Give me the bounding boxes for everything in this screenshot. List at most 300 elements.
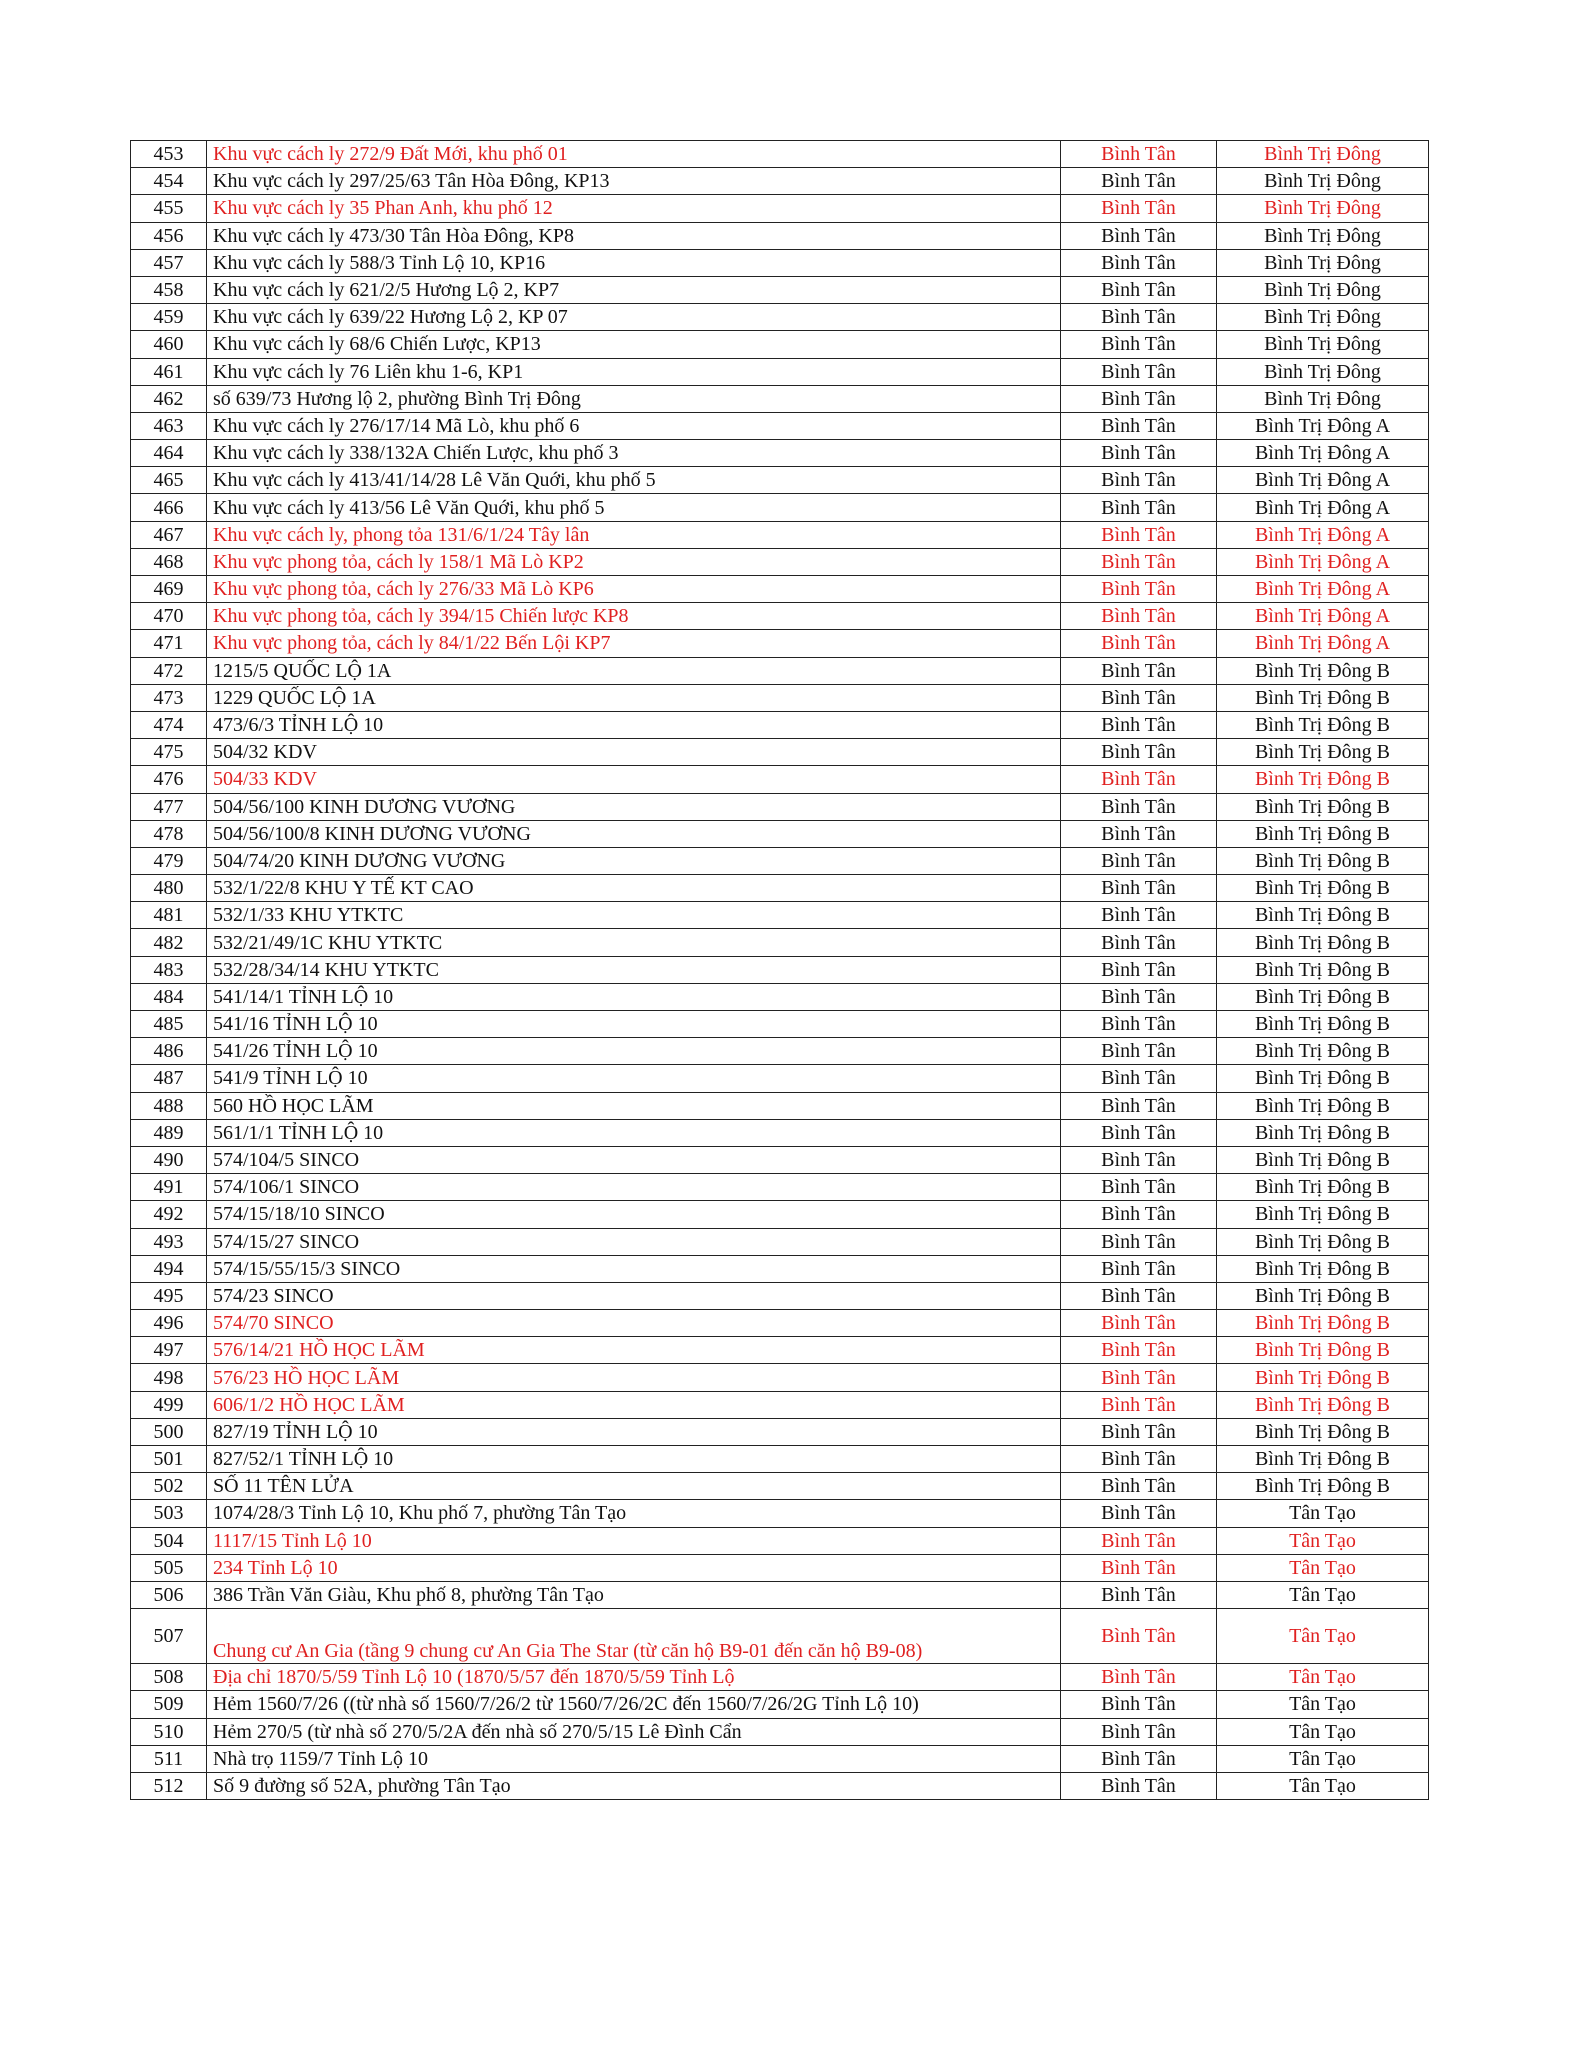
table-row <box>131 929 1429 956</box>
district-cell: Bình Tân <box>1061 1581 1217 1608</box>
district-cell: Bình Tân <box>1061 739 1217 766</box>
address-cell: 541/16 TỈNH LỘ 10 <box>207 1011 1061 1038</box>
table-row <box>131 1364 1429 1391</box>
district-cell: Bình Tân <box>1061 385 1217 412</box>
district-cell: Bình Tân <box>1061 331 1217 358</box>
district-cell: Bình Tân <box>1061 902 1217 929</box>
ward-cell: Bình Trị Đông B <box>1217 983 1429 1010</box>
district-cell: Bình Tân <box>1061 766 1217 793</box>
row-number: 456 <box>131 222 207 249</box>
ward-cell: Bình Trị Đông B <box>1217 956 1429 983</box>
row-number: 472 <box>131 657 207 684</box>
ward-cell: Bình Trị Đông B <box>1217 929 1429 956</box>
ward-cell: Bình Trị Đông <box>1217 141 1429 168</box>
table-row <box>131 603 1429 630</box>
address-cell: Khu vực phong tỏa, cách ly 158/1 Mã Lò KP2 <box>207 548 1061 575</box>
district-cell: Bình Tân <box>1061 1691 1217 1718</box>
ward-cell: Bình Trị Đông <box>1217 385 1429 412</box>
row-number: 459 <box>131 304 207 331</box>
district-cell: Bình Tân <box>1061 1364 1217 1391</box>
row-number: 474 <box>131 711 207 738</box>
ward-cell: Tân Tạo <box>1217 1718 1429 1745</box>
table-body <box>131 141 1429 1800</box>
table-row <box>131 195 1429 222</box>
district-cell: Bình Tân <box>1061 304 1217 331</box>
ward-cell: Bình Trị Đông B <box>1217 1473 1429 1500</box>
table-row <box>131 1038 1429 1065</box>
district-cell: Bình Tân <box>1061 222 1217 249</box>
ward-cell: Bình Trị Đông B <box>1217 766 1429 793</box>
table-row <box>131 1446 1429 1473</box>
address-cell: 504/33 KDV <box>207 766 1061 793</box>
table-row <box>131 1391 1429 1418</box>
table-row <box>131 1745 1429 1772</box>
row-number: 471 <box>131 630 207 657</box>
district-cell: Bình Tân <box>1061 1772 1217 1799</box>
table-row <box>131 548 1429 575</box>
table-row <box>131 1201 1429 1228</box>
row-number: 496 <box>131 1310 207 1337</box>
table-row <box>131 576 1429 603</box>
row-number: 453 <box>131 141 207 168</box>
address-cell: Khu vực cách ly 413/41/14/28 Lê Văn Quới, khu phố 5 <box>207 467 1061 494</box>
table-row <box>131 494 1429 521</box>
address-cell: Chung cư An Gia (tầng 9 chung cư An Gia The Star (từ căn hộ B9-01 đến căn hộ B9-08) <box>207 1609 1061 1664</box>
ward-cell: Bình Trị Đông B <box>1217 1065 1429 1092</box>
address-cell: Khu vực cách ly 68/6 Chiến Lược, KP13 <box>207 331 1061 358</box>
table-row <box>131 1527 1429 1554</box>
table-row <box>131 684 1429 711</box>
row-number: 483 <box>131 956 207 983</box>
ward-cell: Tân Tạo <box>1217 1691 1429 1718</box>
table-row <box>131 983 1429 1010</box>
ward-cell: Tân Tạo <box>1217 1527 1429 1554</box>
row-number: 485 <box>131 1011 207 1038</box>
district-cell: Bình Tân <box>1061 412 1217 439</box>
district-cell: Bình Tân <box>1061 684 1217 711</box>
table-row <box>131 1772 1429 1799</box>
row-number: 500 <box>131 1418 207 1445</box>
table-row <box>131 1092 1429 1119</box>
ward-cell: Bình Trị Đông B <box>1217 847 1429 874</box>
table-row <box>131 793 1429 820</box>
row-number: 509 <box>131 1691 207 1718</box>
table-row <box>131 249 1429 276</box>
row-number: 506 <box>131 1581 207 1608</box>
address-cell: 574/106/1 SINCO <box>207 1174 1061 1201</box>
district-cell: Bình Tân <box>1061 1418 1217 1445</box>
district-cell: Bình Tân <box>1061 1473 1217 1500</box>
address-cell: Khu vực cách ly 639/22 Hương Lộ 2, KP 07 <box>207 304 1061 331</box>
district-cell: Bình Tân <box>1061 249 1217 276</box>
address-cell: 827/52/1 TỈNH LỘ 10 <box>207 1446 1061 1473</box>
row-number: 492 <box>131 1201 207 1228</box>
district-cell: Bình Tân <box>1061 847 1217 874</box>
ward-cell: Bình Trị Đông A <box>1217 494 1429 521</box>
address-cell: 576/23 HỒ HỌC LÃM <box>207 1364 1061 1391</box>
address-cell: Khu vực cách ly 297/25/63 Tân Hòa Đông, KP13 <box>207 168 1061 195</box>
ward-cell: Bình Trị Đông A <box>1217 467 1429 494</box>
table-row <box>131 1011 1429 1038</box>
district-cell: Bình Tân <box>1061 1745 1217 1772</box>
table-row <box>131 440 1429 467</box>
address-cell: 561/1/1 TỈNH LỘ 10 <box>207 1119 1061 1146</box>
district-cell: Bình Tân <box>1061 1527 1217 1554</box>
ward-cell: Tân Tạo <box>1217 1500 1429 1527</box>
address-cell: 574/104/5 SINCO <box>207 1146 1061 1173</box>
table-row <box>131 1228 1429 1255</box>
ward-cell: Bình Trị Đông A <box>1217 603 1429 630</box>
ward-cell: Bình Trị Đông A <box>1217 412 1429 439</box>
table-row <box>131 1337 1429 1364</box>
quarantine-address-table <box>130 140 1429 1800</box>
row-number: 510 <box>131 1718 207 1745</box>
table-row <box>131 657 1429 684</box>
district-cell: Bình Tân <box>1061 168 1217 195</box>
ward-cell: Bình Trị Đông <box>1217 304 1429 331</box>
table-row <box>131 1065 1429 1092</box>
address-cell: Khu vực cách ly 276/17/14 Mã Lò, khu phố 6 <box>207 412 1061 439</box>
address-cell: 574/23 SINCO <box>207 1282 1061 1309</box>
table-row <box>131 1609 1429 1664</box>
row-number: 486 <box>131 1038 207 1065</box>
table-row <box>131 1418 1429 1445</box>
row-number: 484 <box>131 983 207 1010</box>
address-cell: SỐ 11 TÊN LỬA <box>207 1473 1061 1500</box>
ward-cell: Tân Tạo <box>1217 1664 1429 1691</box>
row-number: 455 <box>131 195 207 222</box>
district-cell: Bình Tân <box>1061 548 1217 575</box>
district-cell: Bình Tân <box>1061 521 1217 548</box>
address-cell: 532/28/34/14 KHU YTKTC <box>207 956 1061 983</box>
address-cell: 1215/5 QUỐC LỘ 1A <box>207 657 1061 684</box>
ward-cell: Bình Trị Đông B <box>1217 1282 1429 1309</box>
row-number: 503 <box>131 1500 207 1527</box>
district-cell: Bình Tân <box>1061 1174 1217 1201</box>
address-cell: 541/26 TỈNH LỘ 10 <box>207 1038 1061 1065</box>
row-number: 470 <box>131 603 207 630</box>
ward-cell: Bình Trị Đông B <box>1217 1201 1429 1228</box>
row-number: 464 <box>131 440 207 467</box>
table-row <box>131 847 1429 874</box>
address-cell: Khu vực cách ly 473/30 Tân Hòa Đông, KP8 <box>207 222 1061 249</box>
district-cell: Bình Tân <box>1061 1038 1217 1065</box>
district-cell: Bình Tân <box>1061 1228 1217 1255</box>
ward-cell: Bình Trị Đông A <box>1217 548 1429 575</box>
ward-cell: Bình Trị Đông A <box>1217 630 1429 657</box>
ward-cell: Bình Trị Đông B <box>1217 1146 1429 1173</box>
address-cell: 560 HỒ HỌC LÃM <box>207 1092 1061 1119</box>
ward-cell: Bình Trị Đông B <box>1217 739 1429 766</box>
ward-cell: Bình Trị Đông B <box>1217 902 1429 929</box>
table-row <box>131 1119 1429 1146</box>
address-cell: Khu vực cách ly 35 Phan Anh, khu phố 12 <box>207 195 1061 222</box>
table-row <box>131 331 1429 358</box>
ward-cell: Bình Trị Đông A <box>1217 440 1429 467</box>
district-cell: Bình Tân <box>1061 711 1217 738</box>
district-cell: Bình Tân <box>1061 1554 1217 1581</box>
district-cell: Bình Tân <box>1061 1255 1217 1282</box>
district-cell: Bình Tân <box>1061 276 1217 303</box>
district-cell: Bình Tân <box>1061 141 1217 168</box>
address-cell: 541/14/1 TỈNH LỘ 10 <box>207 983 1061 1010</box>
table-row <box>131 739 1429 766</box>
row-number: 489 <box>131 1119 207 1146</box>
table-row <box>131 222 1429 249</box>
address-cell: Khu vực phong tỏa, cách ly 276/33 Mã Lò KP6 <box>207 576 1061 603</box>
district-cell: Bình Tân <box>1061 1718 1217 1745</box>
table-row <box>131 875 1429 902</box>
address-cell: 827/19 TỈNH LỘ 10 <box>207 1418 1061 1445</box>
table-row <box>131 1174 1429 1201</box>
table-row <box>131 304 1429 331</box>
address-cell: 473/6/3 TỈNH LỘ 10 <box>207 711 1061 738</box>
address-cell: 504/74/20 KINH DƯƠNG VƯƠNG <box>207 847 1061 874</box>
address-cell: Khu vực cách ly 588/3 Tỉnh Lộ 10, KP16 <box>207 249 1061 276</box>
table-row <box>131 820 1429 847</box>
table-row <box>131 276 1429 303</box>
address-cell: 574/70 SINCO <box>207 1310 1061 1337</box>
ward-cell: Bình Trị Đông <box>1217 222 1429 249</box>
district-cell: Bình Tân <box>1061 1011 1217 1038</box>
district-cell: Bình Tân <box>1061 467 1217 494</box>
table-row <box>131 1718 1429 1745</box>
ward-cell: Bình Trị Đông B <box>1217 1174 1429 1201</box>
district-cell: Bình Tân <box>1061 440 1217 467</box>
table-row <box>131 1310 1429 1337</box>
ward-cell: Bình Trị Đông B <box>1217 657 1429 684</box>
row-number: 477 <box>131 793 207 820</box>
district-cell: Bình Tân <box>1061 1065 1217 1092</box>
district-cell: Bình Tân <box>1061 494 1217 521</box>
table-row <box>131 1282 1429 1309</box>
ward-cell: Bình Trị Đông B <box>1217 1011 1429 1038</box>
address-cell: 504/56/100/8 KINH DƯƠNG VƯƠNG <box>207 820 1061 847</box>
address-cell: 541/9 TỈNH LỘ 10 <box>207 1065 1061 1092</box>
address-cell: Địa chỉ 1870/5/59 Tỉnh Lộ 10 (1870/5/57 đến 1870/5/59 Tỉnh Lộ <box>207 1664 1061 1691</box>
ward-cell: Bình Trị Đông B <box>1217 1418 1429 1445</box>
row-number: 493 <box>131 1228 207 1255</box>
ward-cell: Bình Trị Đông B <box>1217 711 1429 738</box>
address-cell: Khu vực cách ly 338/132A Chiến Lược, khu phố 3 <box>207 440 1061 467</box>
address-cell: Khu vực cách ly 621/2/5 Hương Lộ 2, KP7 <box>207 276 1061 303</box>
row-number: 465 <box>131 467 207 494</box>
row-number: 511 <box>131 1745 207 1772</box>
row-number: 498 <box>131 1364 207 1391</box>
table-row <box>131 1554 1429 1581</box>
row-number: 478 <box>131 820 207 847</box>
address-cell: 504/56/100 KINH DƯƠNG VƯƠNG <box>207 793 1061 820</box>
ward-cell: Bình Trị Đông B <box>1217 875 1429 902</box>
row-number: 462 <box>131 385 207 412</box>
row-number: 482 <box>131 929 207 956</box>
ward-cell: Bình Trị Đông <box>1217 358 1429 385</box>
address-cell: Khu vực phong tỏa, cách ly 394/15 Chiến lược KP8 <box>207 603 1061 630</box>
district-cell: Bình Tân <box>1061 1146 1217 1173</box>
address-cell: Khu vực phong tỏa, cách ly 84/1/22 Bến Lội KP7 <box>207 630 1061 657</box>
ward-cell: Bình Trị Đông B <box>1217 793 1429 820</box>
ward-cell: Tân Tạo <box>1217 1609 1429 1664</box>
row-number: 490 <box>131 1146 207 1173</box>
district-cell: Bình Tân <box>1061 956 1217 983</box>
row-number: 461 <box>131 358 207 385</box>
district-cell: Bình Tân <box>1061 1119 1217 1146</box>
address-cell: Hẻm 1560/7/26 ((từ nhà số 1560/7/26/2 từ 1560/7/26/2C đến 1560/7/26/2G Tỉnh Lộ 10) <box>207 1691 1061 1718</box>
ward-cell: Bình Trị Đông B <box>1217 1119 1429 1146</box>
address-cell: 1229 QUỐC LỘ 1A <box>207 684 1061 711</box>
ward-cell: Bình Trị Đông B <box>1217 1092 1429 1119</box>
address-cell: 574/15/55/15/3 SINCO <box>207 1255 1061 1282</box>
district-cell: Bình Tân <box>1061 1201 1217 1228</box>
district-cell: Bình Tân <box>1061 576 1217 603</box>
ward-cell: Bình Trị Đông B <box>1217 1446 1429 1473</box>
ward-cell: Tân Tạo <box>1217 1554 1429 1581</box>
row-number: 481 <box>131 902 207 929</box>
table-row <box>131 1581 1429 1608</box>
row-number: 501 <box>131 1446 207 1473</box>
address-cell: 574/15/27 SINCO <box>207 1228 1061 1255</box>
ward-cell: Bình Trị Đông A <box>1217 576 1429 603</box>
district-cell: Bình Tân <box>1061 1500 1217 1527</box>
table-row <box>131 521 1429 548</box>
ward-cell: Bình Trị Đông B <box>1217 684 1429 711</box>
row-number: 460 <box>131 331 207 358</box>
address-cell: Khu vực cách ly 76 Liên khu 1-6, KP1 <box>207 358 1061 385</box>
address-cell: 576/14/21 HỒ HỌC LÃM <box>207 1337 1061 1364</box>
row-number: 487 <box>131 1065 207 1092</box>
row-number: 458 <box>131 276 207 303</box>
table-row <box>131 412 1429 439</box>
address-cell: Số 9 đường số 52A, phường Tân Tạo <box>207 1772 1061 1799</box>
row-number: 508 <box>131 1664 207 1691</box>
row-number: 468 <box>131 548 207 575</box>
row-number: 502 <box>131 1473 207 1500</box>
address-cell: 532/1/33 KHU YTKTC <box>207 902 1061 929</box>
table-row <box>131 630 1429 657</box>
table-row <box>131 1664 1429 1691</box>
district-cell: Bình Tân <box>1061 793 1217 820</box>
district-cell: Bình Tân <box>1061 1337 1217 1364</box>
row-number: 457 <box>131 249 207 276</box>
row-number: 473 <box>131 684 207 711</box>
ward-cell: Bình Trị Đông B <box>1217 1391 1429 1418</box>
address-cell: 504/32 KDV <box>207 739 1061 766</box>
row-number: 488 <box>131 1092 207 1119</box>
row-number: 454 <box>131 168 207 195</box>
row-number: 499 <box>131 1391 207 1418</box>
district-cell: Bình Tân <box>1061 657 1217 684</box>
address-cell: Hẻm 270/5 (từ nhà số 270/5/2A đến nhà số 270/5/15 Lê Đình Cẩn <box>207 1718 1061 1745</box>
address-cell: 532/21/49/1C KHU YTKTC <box>207 929 1061 956</box>
address-cell: 606/1/2 HỒ HỌC LÃM <box>207 1391 1061 1418</box>
row-number: 495 <box>131 1282 207 1309</box>
row-number: 494 <box>131 1255 207 1282</box>
district-cell: Bình Tân <box>1061 1664 1217 1691</box>
ward-cell: Tân Tạo <box>1217 1581 1429 1608</box>
district-cell: Bình Tân <box>1061 630 1217 657</box>
table-row <box>131 711 1429 738</box>
ward-cell: Bình Trị Đông B <box>1217 1364 1429 1391</box>
row-number: 469 <box>131 576 207 603</box>
table-row <box>131 766 1429 793</box>
ward-cell: Tân Tạo <box>1217 1772 1429 1799</box>
row-number: 467 <box>131 521 207 548</box>
row-number: 480 <box>131 875 207 902</box>
ward-cell: Bình Trị Đông B <box>1217 820 1429 847</box>
ward-cell: Tân Tạo <box>1217 1745 1429 1772</box>
district-cell: Bình Tân <box>1061 983 1217 1010</box>
address-cell: 234 Tỉnh Lộ 10 <box>207 1554 1061 1581</box>
address-cell: Nhà trọ 1159/7 Tỉnh Lộ 10 <box>207 1745 1061 1772</box>
row-number: 507 <box>131 1609 207 1664</box>
district-cell: Bình Tân <box>1061 195 1217 222</box>
address-cell: 1074/28/3 Tỉnh Lộ 10, Khu phố 7, phường Tân Tạo <box>207 1500 1061 1527</box>
address-cell: Khu vực cách ly, phong tỏa 131/6/1/24 Tây lân <box>207 521 1061 548</box>
table-row <box>131 1691 1429 1718</box>
address-cell: 1117/15 Tỉnh Lộ 10 <box>207 1527 1061 1554</box>
district-cell: Bình Tân <box>1061 1609 1217 1664</box>
district-cell: Bình Tân <box>1061 875 1217 902</box>
address-cell: 532/1/22/8 KHU Y TẾ KT CAO <box>207 875 1061 902</box>
table-row <box>131 956 1429 983</box>
ward-cell: Bình Trị Đông <box>1217 331 1429 358</box>
address-cell: Khu vực cách ly 413/56 Lê Văn Quới, khu phố 5 <box>207 494 1061 521</box>
table-row <box>131 141 1429 168</box>
ward-cell: Bình Trị Đông B <box>1217 1038 1429 1065</box>
table-row <box>131 385 1429 412</box>
district-cell: Bình Tân <box>1061 603 1217 630</box>
ward-cell: Bình Trị Đông <box>1217 249 1429 276</box>
table-row <box>131 902 1429 929</box>
row-number: 512 <box>131 1772 207 1799</box>
row-number: 479 <box>131 847 207 874</box>
row-number: 505 <box>131 1554 207 1581</box>
address-cell: số 639/73 Hương lộ 2, phường Bình Trị Đông <box>207 385 1061 412</box>
district-cell: Bình Tân <box>1061 1391 1217 1418</box>
table-row <box>131 1500 1429 1527</box>
table-row <box>131 1255 1429 1282</box>
ward-cell: Bình Trị Đông A <box>1217 521 1429 548</box>
ward-cell: Bình Trị Đông B <box>1217 1337 1429 1364</box>
district-cell: Bình Tân <box>1061 1282 1217 1309</box>
district-cell: Bình Tân <box>1061 820 1217 847</box>
table-row <box>131 358 1429 385</box>
row-number: 504 <box>131 1527 207 1554</box>
ward-cell: Bình Trị Đông B <box>1217 1255 1429 1282</box>
district-cell: Bình Tân <box>1061 1092 1217 1119</box>
row-number: 463 <box>131 412 207 439</box>
row-number: 491 <box>131 1174 207 1201</box>
district-cell: Bình Tân <box>1061 358 1217 385</box>
ward-cell: Bình Trị Đông <box>1217 276 1429 303</box>
address-cell: 386 Trần Văn Giàu, Khu phố 8, phường Tân Tạo <box>207 1581 1061 1608</box>
ward-cell: Bình Trị Đông B <box>1217 1228 1429 1255</box>
ward-cell: Bình Trị Đông B <box>1217 1310 1429 1337</box>
row-number: 497 <box>131 1337 207 1364</box>
row-number: 475 <box>131 739 207 766</box>
row-number: 466 <box>131 494 207 521</box>
row-number: 476 <box>131 766 207 793</box>
table-row <box>131 1473 1429 1500</box>
ward-cell: Bình Trị Đông <box>1217 195 1429 222</box>
table-row <box>131 168 1429 195</box>
ward-cell: Bình Trị Đông <box>1217 168 1429 195</box>
district-cell: Bình Tân <box>1061 929 1217 956</box>
address-cell: 574/15/18/10 SINCO <box>207 1201 1061 1228</box>
district-cell: Bình Tân <box>1061 1310 1217 1337</box>
table-row <box>131 467 1429 494</box>
table-row <box>131 1146 1429 1173</box>
